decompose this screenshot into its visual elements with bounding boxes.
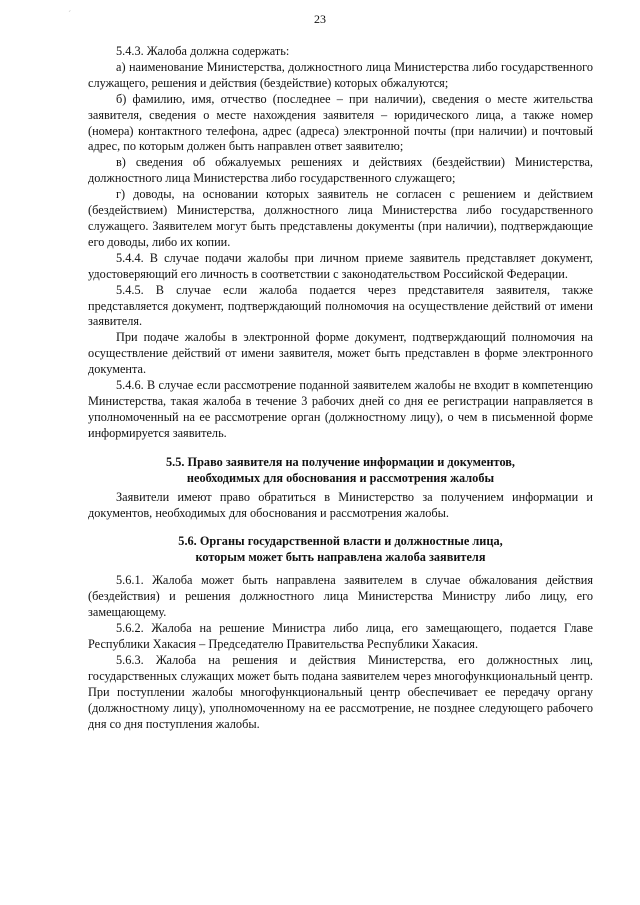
paragraph-item-v: в) сведения об обжалуемых решениях и действиях (бездействии) Министерства, должностного лица Министерства либо государственного служащего;: [88, 155, 593, 186]
document-body: [88, 44, 593, 733]
paragraph-5-4-3: 5.4.3. Жалоба должна содержать:: [116, 44, 290, 58]
heading-line: 5.6. Органы государственной власти и должностные лица,: [178, 534, 503, 549]
paragraph-5-4-5: 5.4.5. В случае если жалоба подается через представителя заявителя, также представляется документ, подтверждающий полномочия на осуществление действий от имени заявителя.: [88, 282, 593, 329]
paragraph-5-6-2: 5.6.2. Жалоба на решение Министра либо лица, его замещающего, подается Главе Республики Хакасия – Председателю Правительства Республики Хакасия.: [88, 621, 593, 652]
paragraph-5-4-4: 5.4.4. В случае подачи жалобы при личном приеме заявитель представляет документ, удостоверяющий его личность в соответствии с законодательством Российской Федерации.: [88, 250, 593, 281]
paragraph-item-g: г) доводы, на основании которых заявитель не согласен с решением и действием (бездействием) Министерства, должностного лица Министерства либо государственного служащего. Заявителем могут быть представлены документы (при наличии), подтверждающие его доводы, либо их копии.: [88, 187, 593, 249]
section-5-5-heading: [88, 454, 593, 486]
heading-line: необходимых для обоснования и рассмотрения жалобы: [186, 470, 495, 485]
paragraph-5-4-6: 5.4.6. В случае если рассмотрение поданной заявителем жалобы не входит в компетенцию Министерства, такая жалоба в течение 3 рабочих дней со дня ее регистрации направляется в уполномоченный на ее рассмотрение орган (должностному лицу), о чем в письменной форме информируется заявитель.: [88, 378, 593, 440]
paragraph-5-5-text: Заявители имеют право обратиться в Министерство за получением информации и документов, необходимых для обоснования и рассмотрения жалобы.: [88, 489, 593, 520]
paragraph-5-6-3: 5.6.3. Жалоба на решения и действия Министерства, его должностных лиц, государственных служащих может быть подана заявителем через многофункциональный центр. При поступлении жалобы многофункциональный центр обеспечивает ее передачу органу (должностному лицу), уполномоченному на ее рассмотрение, не позднее следующего рабочего дня со дня поступления жалобы.: [88, 653, 593, 731]
page-number: 23: [314, 12, 326, 26]
heading-line: которым может быть направлена жалоба заявителя: [195, 550, 486, 565]
paragraph-item-b: б) фамилию, имя, отчество (последнее – при наличии), сведения о месте жительства заявителя, сведения о месте нахождения заявителя – юридического лица, а также номер (номера) контактного телефона, адрес (адреса) электронной почты (при наличии) и почтовый адрес, по которым должен быть направлен ответ заявителю;: [88, 91, 593, 154]
section-5-6-heading: [88, 533, 593, 565]
scan-artifact: ˊ: [68, 10, 72, 21]
paragraph-electronic-form: При подаче жалобы в электронной форме документ, подтверждающий полномочия на осуществление действий от имени заявителя, может быть представлен в форме электронного документа.: [88, 330, 593, 377]
paragraph-item-a: а) наименование Министерства, должностного лица Министерства либо государственного служащего, решения и действия (бездействие) которых обжалуются;: [88, 59, 593, 90]
heading-line: 5.5. Право заявителя на получение информации и документов,: [166, 454, 515, 469]
paragraph-5-6-1: 5.6.1. Жалоба может быть направлена заявителем в случае обжалования действия (бездействия) и решения должностного лица Министерства Министру либо лицу, его замещающему.: [88, 573, 593, 620]
